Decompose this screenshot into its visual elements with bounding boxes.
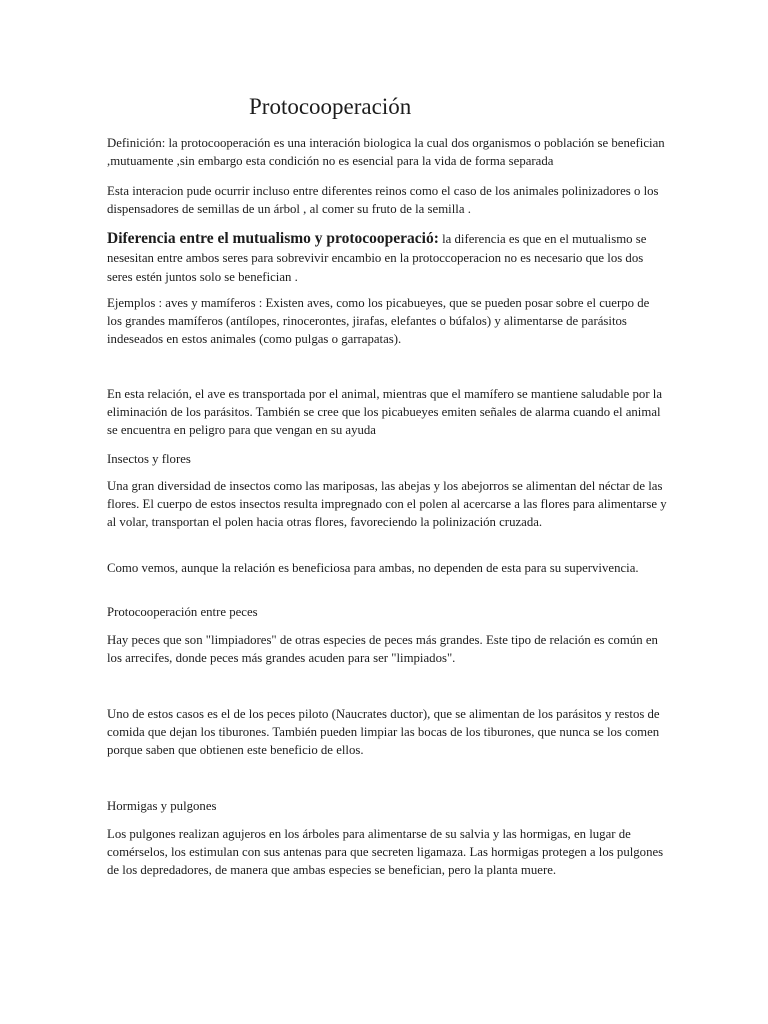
fish-heading: Protocooperación entre peces [107,605,258,619]
fish-cleaners-paragraph: Hay peces que son "limpiadores" de otras especies de peces más grandes. Este tipo de relación es común en los arrecifes, donde peces más grandes acuden para ser "limpiados". [107,633,658,665]
difference-paragraph [107,229,667,287]
ants-heading: Hormigas y pulgones [107,799,217,813]
page-title: Protocooperación [249,94,412,119]
relation-paragraph: En esta relación, el ave es transportada por el animal, mientras que el mamífero se mantiene saludable por la eliminación de los parásitos. También se cree que los picabueyes emiten señales de alarma cuando el animal se encuentra en peligro para que vengan en su ayuda [107,387,663,437]
insects-paragraph: Una gran diversidad de insectos como las mariposas, las abejas y los abejorros se alimentan del néctar de las flores. El cuerpo de estos insectos resulta impregnado con el polen al acercarse a las flores para alimentarse y al volar, transportan el polen hacia otras flores, favoreciendo la polinización cruzada. [107,479,667,529]
examples-paragraph: Ejemplos : aves y mamíferos : Existen aves, como los picabueyes, que se pueden posar sobre el cuerpo de los grandes mamíferos (antílopes, rinocerontes, jirafas, elefantes o búfalos) y alimentarse de parásitos indeseados en estos animales (como pulgas o garrapatas). [107,296,650,346]
ants-aphids-paragraph: Los pulgones realizan agujeros en los árboles para alimentarse de su salvia y las hormigas, en lugar de comérselos, los estimulan con sus antenas para que secreten ligamaza. Las hormigas protegen a los pulgones de los depredadores, de manera que ambas especies se benefician, pero la planta muere. [107,827,664,877]
pilot-fish-paragraph: Uno de estos casos es el de los peces piloto (Naucrates ductor), que se alimentan de los parásitos y restos de comida que dejan los tiburones. También pueden limpiar las bocas de los tiburones, que nunca se los comen porque saben que obtienen este beneficio de ellos. [107,707,660,757]
interaction-paragraph: Esta interacion pude ocurrir incluso entre diferentes reinos como el caso de los animales polinizadores o los dispensadores de semillas de un árbol , al comer su fruto de la semilla . [107,184,659,216]
insects-heading: Insectos y flores [107,452,191,466]
como-vemos-paragraph: Como vemos, aunque la relación es beneficiosa para ambas, no dependen de esta para su supervivencia. [107,561,639,575]
difference-heading: Diferencia entre el mutualismo y protocooperació: [107,230,439,247]
difference-text: la diferencia es que en el mutualismo se nesesitan entre ambos seres para sobrevivir encambio en la protoccoperacion no es necesario que los dos seres estén juntos solo se benefician . [107,232,647,284]
definition-paragraph: Definición: la protocooperación es una interación biologica la cual dos organismos o población se benefician ,mutuamente ,sin embargo esta condición no es esencial para la vida de forma separada [107,136,665,168]
